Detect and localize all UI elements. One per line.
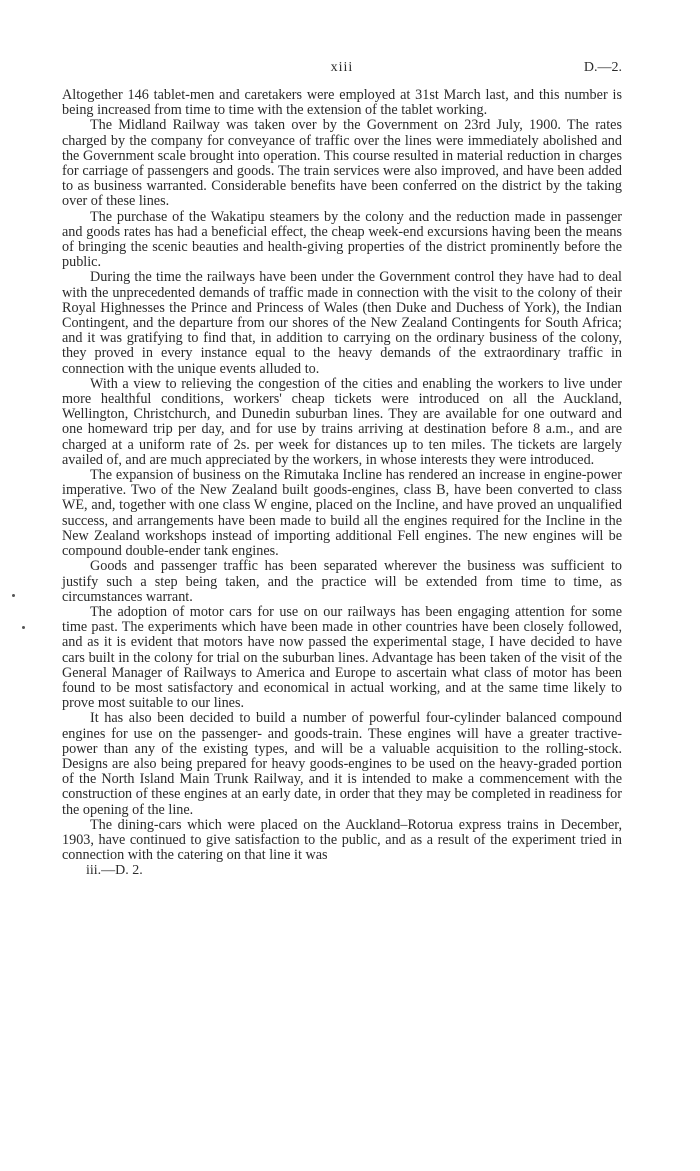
- paragraph-compound-engines: It has also been decided to build a number of powerful four-cylinder balanced compound engines for use on the passenger- and goods-train. These engines will have a greater tractive-power than any of the existing types, and will be a valuable acquisition to the rolling-stock. Designs are also being prepared for heavy goods-engines to be used on the heavy-graded portion of the North Island Main Trunk Railway, and it is intended to make a commencement with the construction of these engines at an early date, in order that they may be completed in readiness for the opening of the line.: [62, 710, 622, 818]
- paragraph-dining-cars: The dining-cars which were placed on the Auckland–Rotorua express trains in December, 1903, have continued to give satisfaction to the public, and as a result of the experiment tried in connection with the catering on that line it was: [62, 816, 622, 864]
- document-page: [62, 58, 622, 879]
- page-number: xiii: [330, 60, 354, 75]
- page-header: [62, 58, 622, 88]
- margin-dot: [22, 626, 25, 629]
- page-signature: iii.—D. 2.: [86, 863, 143, 879]
- paragraph-traffic-separation: Goods and passenger traffic has been separated wherever the business was sufficient to justify such a step being taken, and the practice will be extended from time to time, as circumstances warrant.: [62, 558, 622, 605]
- paragraph-tablet-working: Altogether 146 tablet-men and caretakers were employed at 31st March last, and this number is being increased from time to time with the extension of the tablet working.: [62, 87, 622, 119]
- paragraph-motor-cars: The adoption of motor cars for use on our railways has been engaging attention for some time past. The experiments which have been made in other countries have been closely followed, and as it is evident that motors have now passed the experimental stage, I have decided to have cars built in the colony for trial on the suburban lines. Advantage has been taken of the visit of the General Manager of Railways to America and Europe to ascertain what class of motor has been found to be most satisfactory and economical in actual working, and at the same time likely to prove most suitable to our lines.: [62, 603, 622, 712]
- document-reference: D.—2.: [583, 60, 622, 75]
- body-text: [62, 88, 622, 863]
- paragraph-unprecedented-traffic: During the time the railways have been under the Government control they have had to deal with the unprecedented demands of traffic made in connection with the visit to the colony of their Royal Highnesses the Prince and Princess of Wales (then Duke and Duchess of York), the Indian Contingent, and the departure from our shores of the New Zealand Contingents for South Africa; and it was gratifying to find that, in addition to carrying on the ordinary business of the colony, they proved in every instance equal to the heavy demands of the extraordinary traffic in connection with the unique events alluded to.: [62, 269, 622, 377]
- paragraph-rimutaka-incline: The expansion of business on the Rimutaka Incline has rendered an increase in engine-power imperative. Two of the New Zealand built goods-engines, class B, have been converted to class WE, and, together with one class W engine, placed on the Incline, and have proved an unqualified success, and arrangements have been made to build all the engines required for the Incline in the New Zealand workshops instead of importing additional Fell engines. The new engines will be compound double-ender tank engines.: [62, 467, 622, 560]
- paragraph-wakatipu-steamers: The purchase of the Wakatipu steamers by the colony and the reduction made in passenger and goods rates has had a beneficial effect, the cheap week-end excursions having been the means of bringing the scenic beauties and health-giving properties of the district prominently before the public.: [62, 208, 622, 271]
- margin-dot: [12, 594, 15, 597]
- paragraph-workers-tickets: With a view to relieving the congestion of the cities and enabling the workers to live under more healthful conditions, workers' cheap tickets were introduced on all the Auckland, Wellington, Christchurch, and Dunedin suburban lines. They are available for one outward and one homeward trip per day, and for use by trains arriving at destination before 8 a.m., and are charged at a uniform rate of 2s. per week for distances up to ten miles. The tickets are largely availed of, and are much appreciated by the workers, in whose interests they were introduced.: [62, 375, 622, 468]
- paragraph-midland-railway: The Midland Railway was taken over by the Government on 23rd July, 1900. The rates charged by the company for conveyance of traffic over the lines were immediately abolished and the Government scale brought into operation. This course resulted in material reduction in charges for carriage of passengers and goods. The train services were also improved, and have been added to as business warranted. Considerable benefits have been conferred on the district by the taking over of these lines.: [62, 117, 622, 210]
